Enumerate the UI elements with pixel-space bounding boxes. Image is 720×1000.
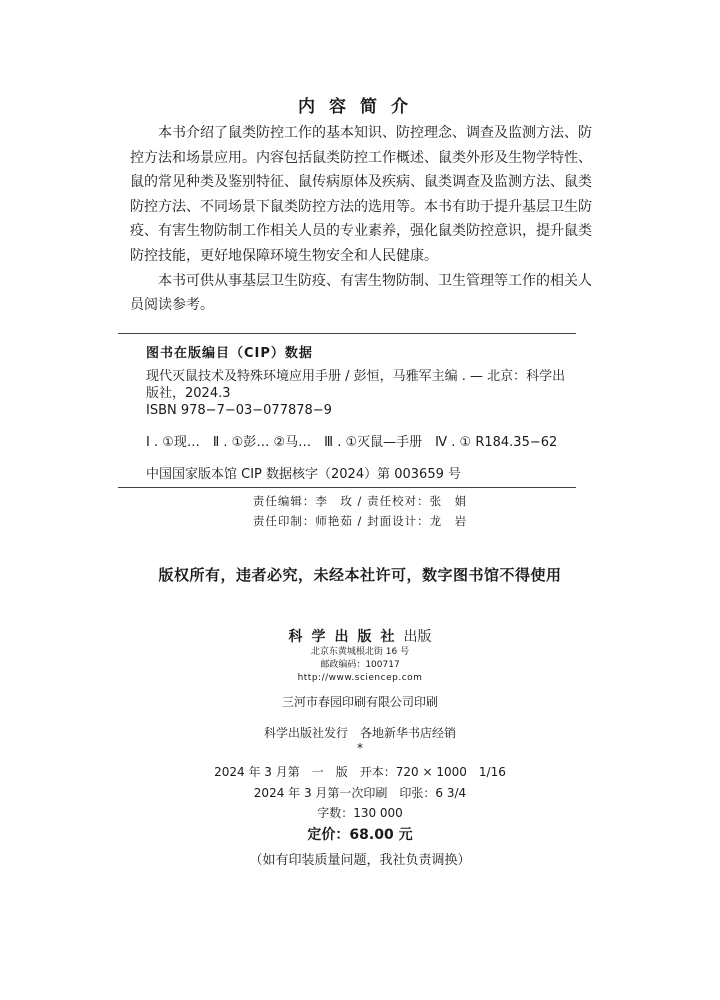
intro-paragraph: 本书可供从事基层卫生防疫、有害生物防制、卫生管理等工作的相关人员阅读参考。	[130, 272, 592, 314]
cip-isbn: ISBN 978−7−03−077878−9	[146, 403, 332, 418]
publisher-postcode: 邮政编码：100717	[320, 660, 400, 670]
printer-line: 三河市春园印刷有限公司印刷	[281, 695, 438, 709]
intro-body	[130, 121, 592, 318]
copyright-notice: 版权所有，违者必究，未经本社许可，数字图书馆不得使用	[158, 566, 562, 584]
cip-record-line: 现代灭鼠技术及特殊环境应用手册 / 彭恒，马雅军主编 . — 北京：科学出	[146, 369, 566, 384]
editors-line: 责任印制：师艳茹 / 封面设计：龙 岩	[252, 514, 468, 528]
publisher-address: 北京东黄城根北街 16 号	[310, 647, 410, 657]
intro-paragraph: 本书介绍了鼠类防控工作的基本知识、防控理念、调查及监测方法、防控方法和场景应用。内容包括鼠类防控工作概述、鼠类外形及生物学特性、鼠的常见种类及鉴别特征、鼠传病原体及疾病、鼠类调查及监测方法、鼠类防控方法、不同场景下鼠类防控方法的选用等。本书有助于提升基层卫生防疫、有害生物防制工作相关人员的专业素养，强化鼠类防控意识，提升鼠类防控技能，更好地保障环境生物安全和人民健康。	[130, 125, 592, 264]
quality-note: （如有印装质量问题，我社负责调换）	[249, 853, 471, 868]
price: 定价：68.00 元	[307, 827, 413, 843]
word-count: 字数：130 000	[317, 806, 403, 820]
cip-classification: Ⅰ . ①现… Ⅱ . ①彭… ②马… Ⅲ . ①灭鼠—手册 Ⅳ . ① R184.35−62	[146, 435, 558, 450]
cip-record-line: 版社，2024.3	[146, 386, 231, 401]
separator-star: *	[357, 741, 363, 755]
editors-line: 责任编辑：李 玫 / 责任校对：张 娟	[252, 494, 468, 508]
cip-check-number: 中国国家版本馆 CIP 数据核字（2024）第 003659 号	[146, 467, 461, 482]
cip-heading: 图书在版编目（CIP）数据	[146, 346, 313, 361]
distribution-line: 科学出版社发行 各地新华书店经销	[263, 726, 456, 740]
publisher-name-line	[0, 626, 720, 646]
intro-title: 内容简介	[298, 97, 422, 117]
printing-line: 2024 年 3 月第一次印刷 印张：6 3/4	[253, 786, 467, 800]
cip-top-divider	[118, 333, 576, 334]
cip-bottom-divider	[118, 487, 576, 488]
publisher-website: http://www.sciencep.com	[297, 673, 423, 683]
publisher-suffix: 出版	[403, 629, 432, 645]
publisher-name: 科学出版社	[288, 629, 404, 645]
edition-line: 2024 年 3 月第 一 版 开本：720 × 1000 1/16	[214, 765, 506, 779]
